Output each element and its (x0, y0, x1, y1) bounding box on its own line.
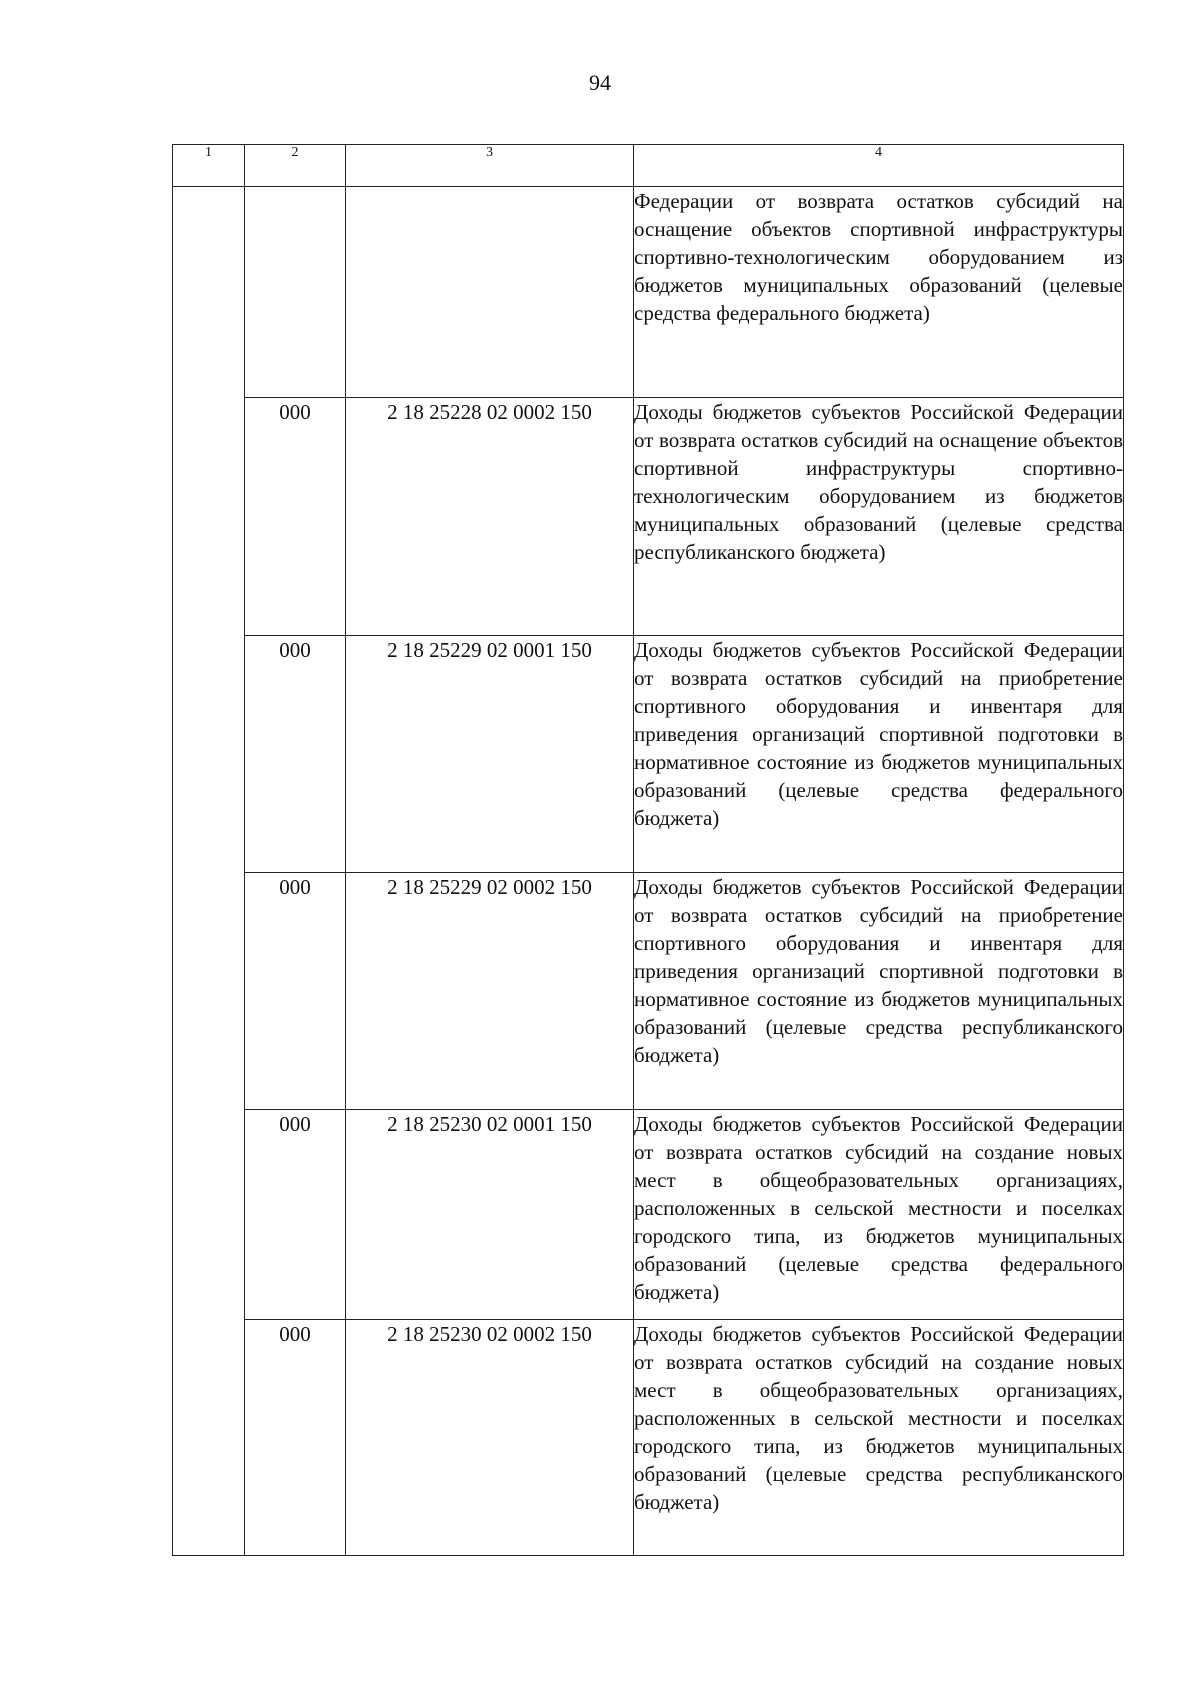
description-cell: Доходы бюджетов субъектов Российской Федерации от возврата остатков субсидий на создание новых мест в общеобразовательных организациях, расположенных в сельской местности и поселках городского типа, из бюджетов муниципальных образований (целевые средства федерального бюджета) (634, 1110, 1124, 1320)
admin-code-cell: 000 (245, 873, 346, 1110)
header-col-2: 2 (245, 145, 346, 187)
description-cell: Доходы бюджетов субъектов Российской Федерации от возврата остатков субсидий на приобретение спортивного оборудования и инвентаря для приведения организаций спортивной подготовки в нормативное состояние из бюджетов муниципальных образований (целевые средства федерального бюджета) (634, 636, 1124, 873)
description-cell: Доходы бюджетов субъектов Российской Федерации от возврата остатков субсидий на создание новых мест в общеобразовательных организациях, расположенных в сельской местности и поселках городского типа, из бюджетов муниципальных образований (целевые средства республиканского бюджета) (634, 1320, 1124, 1556)
budget-code-cell: 2 18 25230 02 0002 150 (346, 1320, 634, 1556)
admin-code-cell: 000 (245, 1320, 346, 1556)
budget-code-cell: 2 18 25230 02 0001 150 (346, 1110, 634, 1320)
table-row (173, 636, 1124, 873)
budget-code-cell: 2 18 25229 02 0002 150 (346, 873, 634, 1110)
header-col-4: 4 (634, 145, 1124, 187)
table-row (173, 873, 1124, 1110)
description-cell: Федерации от возврата остатков субсидий на оснащение объектов спортивной инфраструктуры спортивно-технологическим оборудованием из бюджетов муниципальных образований (целевые средства федерального бюджета) (634, 187, 1124, 398)
header-row (173, 145, 1124, 187)
page-number: 94 (589, 70, 611, 95)
table-row (173, 187, 1124, 398)
header-col-1: 1 (173, 145, 245, 187)
table-row (173, 1110, 1124, 1320)
table-row (173, 398, 1124, 636)
admin-code-cell: 000 (245, 636, 346, 873)
budget-code-cell: 2 18 25229 02 0001 150 (346, 636, 634, 873)
admin-code-cell (245, 187, 346, 398)
admin-code-cell: 000 (245, 1110, 346, 1320)
table-header (173, 145, 1124, 187)
admin-code-cell: 000 (245, 398, 346, 636)
description-cell: Доходы бюджетов субъектов Российской Федерации от возврата остатков субсидий на приобретение спортивного оборудования и инвентаря для приведения организаций спортивной подготовки в нормативное состояние из бюджетов муниципальных образований (целевые средства республиканского бюджета) (634, 873, 1124, 1110)
col-1-merged-cell (173, 187, 245, 1556)
description-cell: Доходы бюджетов субъектов Российской Федерации от возврата остатков субсидий на оснащение объектов спортивной инфраструктуры спортивно-технологическим оборудованием из бюджетов муниципальных образований (целевые средства республиканского бюджета) (634, 398, 1124, 636)
budget-classification-table (172, 144, 1124, 1556)
budget-code-cell (346, 187, 634, 398)
budget-code-cell: 2 18 25228 02 0002 150 (346, 398, 634, 636)
header-col-3: 3 (346, 145, 634, 187)
table-body (173, 187, 1124, 1556)
table-row (173, 1320, 1124, 1556)
